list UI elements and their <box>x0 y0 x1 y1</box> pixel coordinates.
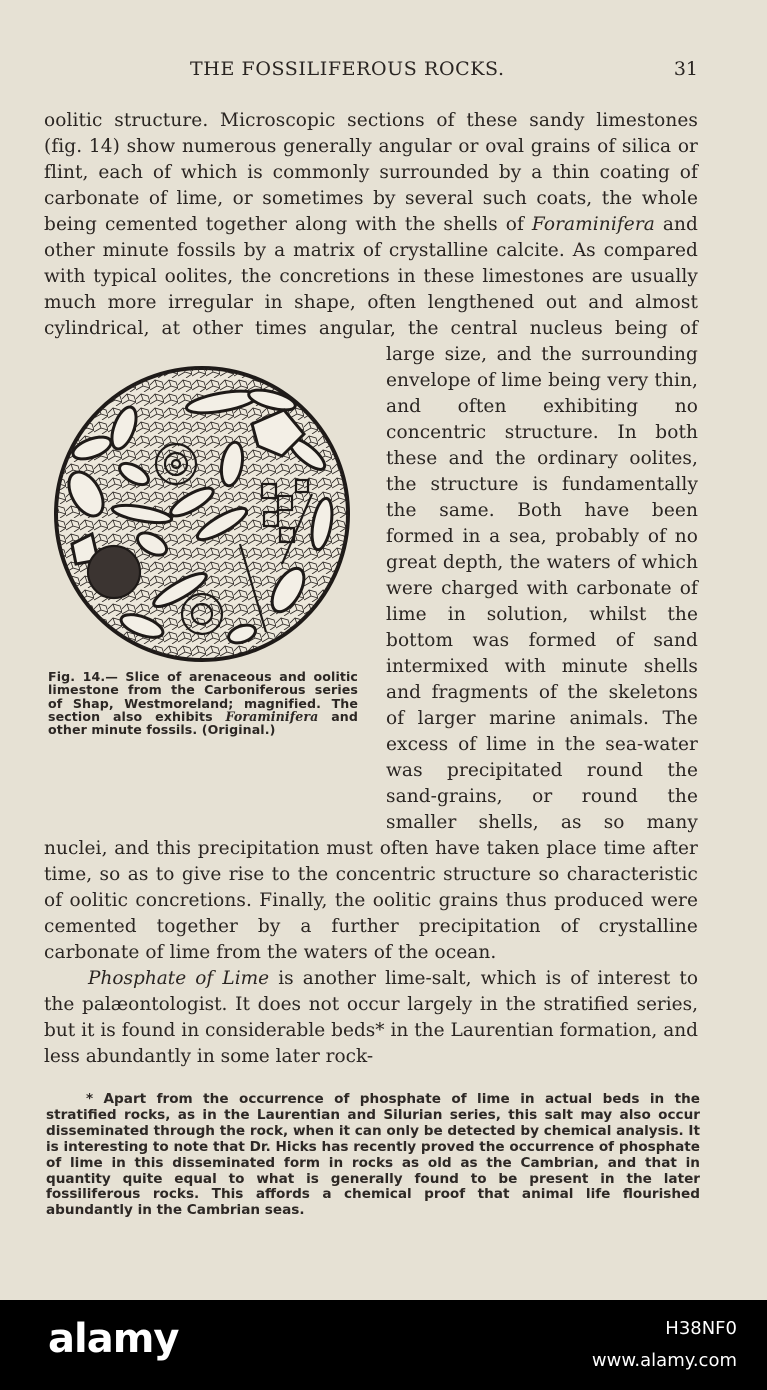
watermark-bar <box>0 1300 767 1390</box>
phosphate-heading-term: Phosphate of Lime <box>88 968 270 989</box>
footnote-text: * Apart from the occurrence of phosphate of lime in actual beds in the stratified rocks, as in the Laurentian and Silurian series, this salt may also occur disseminated through the rock, when it can only be detected by chemical analysis. It is interesting to note that Dr. Hicks has recently proved the occurrence of phosphate of lime in this disseminated form in rocks as old as the Cambrian, and that in quantity quite equal to what is generally found to be present in the later fossiliferous rocks. This affords a chemical proof that animal life flourished abundantly in the Cambrian seas. <box>46 1091 700 1219</box>
microscope-section-illustration <box>52 364 352 664</box>
body-text <box>44 108 698 1070</box>
caption-text-end: and other minute fossils. (Original.) <box>48 708 358 738</box>
caption-text-start: Fig. 14.— Slice of arenaceous and oolitic limestone from the Carboniferous series of Shap, Westmoreland; magnified. The section also exhibits <box>48 669 358 724</box>
page-number: 31 <box>673 58 698 80</box>
alamy-logo: alamy <box>48 1316 179 1362</box>
paragraph-italic-term: Foraminifera <box>531 214 655 235</box>
watermark-url: www.alamy.com <box>591 1350 737 1371</box>
paragraph-oolitic-structure <box>44 108 698 966</box>
paragraph-text-middle: and other minute fossils by a matrix of crystalline calcite. As compared with typical oolites, the concretions in these limestones are usually much more irregular in shape, often lengthened out and almost cylindrical, at other times angular, the central nucleus being of large size, and the sur <box>44 214 698 365</box>
phosphate-paragraph-text: is another lime-salt, which is of interest to the palæontologist. It does not occur largely in the stratified series, but it is found in considerable beds* in the Laurentian formation, and less abundantly in some later rock- <box>44 968 698 1067</box>
caption-italic-term: Foraminifera <box>225 708 319 724</box>
footnote <box>46 1092 700 1219</box>
paragraph-text-end: rounding envelope of lime being very thin, and often exhibiting no concentric structure. In both these and the ordinary oolites, the structure is fundamentally the same. Both have been formed in a sea, probably of no great depth, the waters of which were charged with carbonate of lime in solution, whilst the bottom was formed of sand intermixed with minute shells and fragments of the skeletons of larger marine animals. The excess of lime in the sea-water was precipitated round the sand-grains, or round the smaller shells, as so many nuclei, and this precipitation must often have taken place time after time, so as to give rise to the concentric structure so characteristic of oolitic concretions. Finally, the oolitic grains thus produced were cemented together by a further precipitation of crystalline carbonate of lime from the waters of the ocean. <box>44 344 698 963</box>
running-head <box>44 58 698 86</box>
figure-caption <box>48 670 358 736</box>
paragraph-phosphate-of-lime <box>44 966 698 1070</box>
figure-14 <box>44 342 382 812</box>
image-id: H38NF0 <box>665 1318 737 1339</box>
paragraph-text-start: oolitic structure. Microscopic sections of these sandy limestones (fig. 14) show numerous generally angular or oval grains of silica or flint, each of which is commonly surrounded by a thin coating of carbonate of lime, or sometimes by several such coats, the whole being cemented together along with the shells of <box>44 110 698 235</box>
running-head-title: THE FOSSILIFEROUS ROCKS. <box>190 58 505 80</box>
